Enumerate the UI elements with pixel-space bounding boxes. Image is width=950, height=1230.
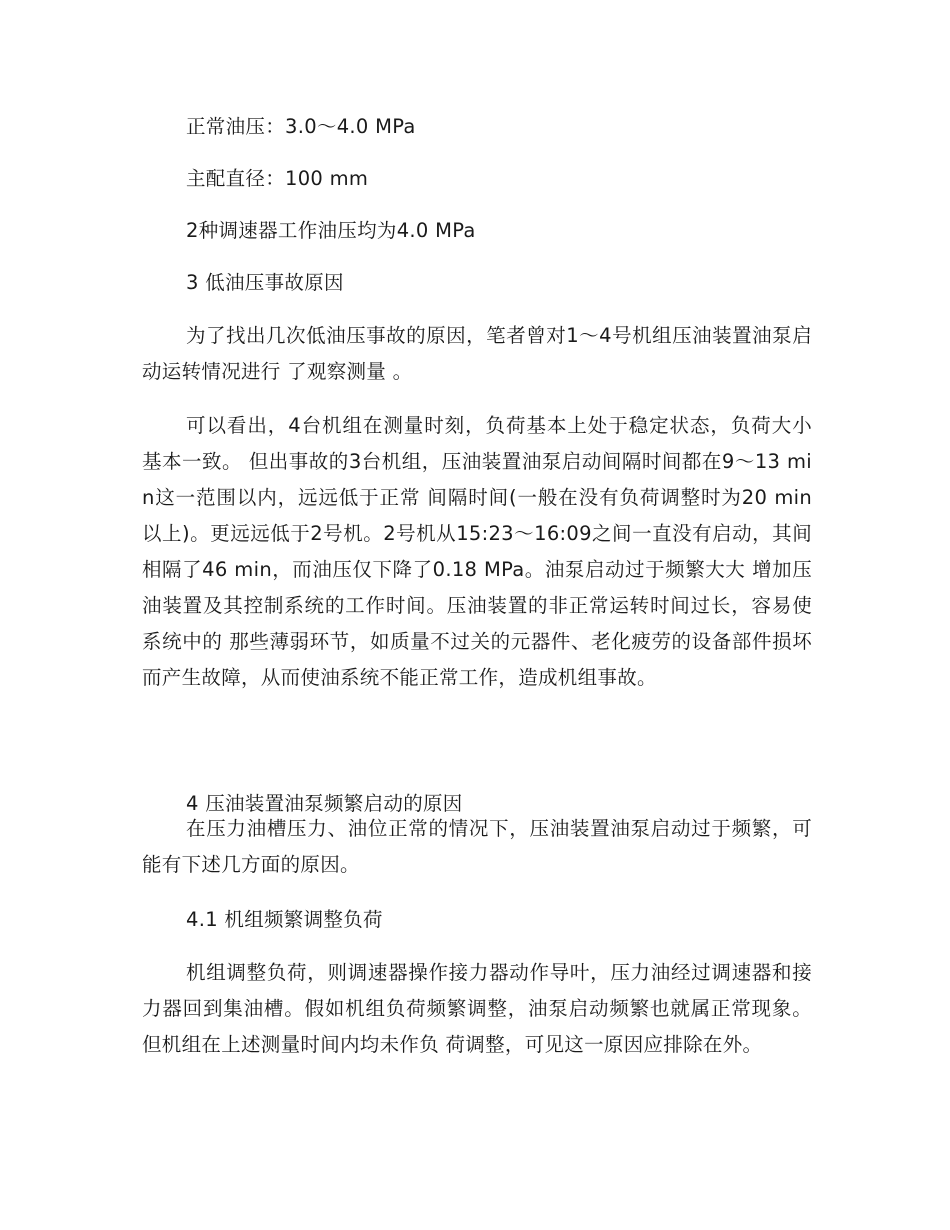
spec-main-diameter: 主配直径：100 mm bbox=[186, 167, 369, 190]
section-4-paragraph-1: 在压力油槽压力、油位正常的情况下，压油装置油泵启动过于频繁，可能有下述几方面的原因。 bbox=[142, 817, 812, 876]
section-4-heading: 4 压油装置油泵频繁启动的原因 bbox=[186, 792, 463, 815]
section-3-paragraph-2: 可以看出，4台机组在测量时刻，负荷基本上处于稳定状态，负荷大小基本一致。 但出事故的3台机组，压油装置油泵启动间隔时间都在9～13 min这一范围以内，远远低于正常 间隔时间(一般在没有负荷调整时为20 min以上)。更远远低于2号机。2号机从15:23～16:09之间一直没有启动，其间相隔了46 min，而油压仅下降了0.18 MPa。油泵启动过于频繁大大 增加压油装置及其控制系统的工作时间。压油装置的非正常运转时间过长，容易使系统中的 那些薄弱环节，如质量不过关的元器件、老化疲劳的设备部件损坏而产生故障，从而使油系统不能正常工作，造成机组事故。 bbox=[142, 414, 812, 689]
spec-oil-pressure: 正常油压：3.0～4.0 MPa bbox=[186, 115, 416, 138]
section-4-1-paragraph-1: 机组调整负荷，则调速器操作接力器动作导叶，压力油经过调速器和接力器回到集油槽。假如机组负荷频繁调整，油泵启动频繁也就属正常现象。但机组在上述测量时间内均未作负 荷调整，可见这一原因应排除在外。 bbox=[142, 961, 812, 1056]
spec-governor-pressure: 2种调速器工作油压均为4.0 MPa bbox=[186, 219, 476, 242]
section-3-heading: 3 低油压事故原因 bbox=[186, 271, 344, 294]
section-3-paragraph-1: 为了找出几次低油压事故的原因，笔者曾对1～4号机组压油装置油泵启动运转情况进行 了观察测量 。 bbox=[142, 324, 812, 383]
section-4-1-heading: 4.1 机组频繁调整负荷 bbox=[186, 908, 383, 931]
